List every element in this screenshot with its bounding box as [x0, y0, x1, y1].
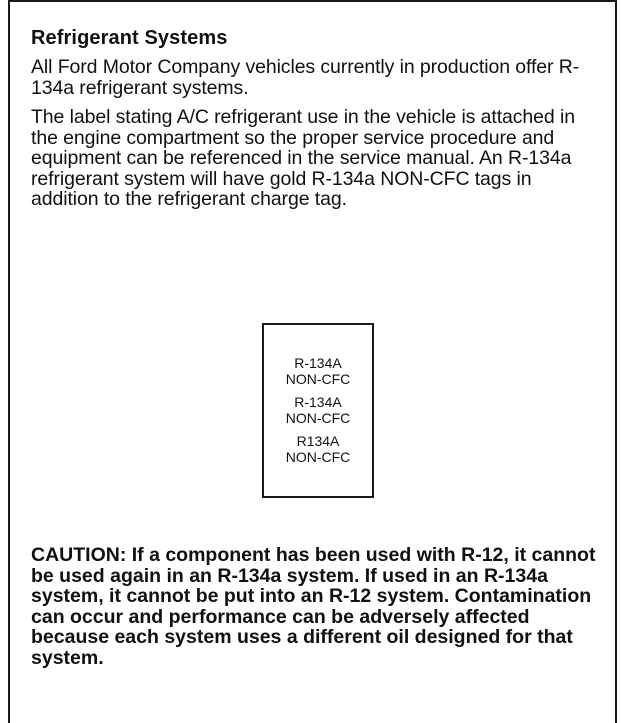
- non-cfc-tag-illustration: [262, 323, 374, 498]
- tag-refrigerant-code: R-134A: [294, 394, 342, 410]
- intro-paragraph: All Ford Motor Company vehicles currently in production offer R-134a refrigerant systems.: [31, 56, 580, 99]
- tag-refrigerant-code: R134A: [296, 433, 340, 449]
- tag-refrigerant-code: R-134A: [294, 355, 342, 371]
- caution-note: CAUTION: If a component has been used with R-12, it cannot be used again in an R-134a system. If used in an R-134a system, it cannot be put into an R-12 system. Contamination can occur and performance can be adversely affected because each system uses a different oil designed for that system.: [31, 544, 596, 669]
- tag-cfc-note: NON-CFC: [285, 410, 351, 426]
- tag-entry: [286, 355, 351, 387]
- tag-entry: [286, 394, 351, 426]
- tag-entry: [286, 433, 351, 465]
- tag-cfc-note: NON-CFC: [285, 449, 351, 465]
- refrigerant-section: [31, 26, 601, 219]
- label-paragraph: The label stating A/C refrigerant use in the vehicle is attached in the engine compartment so the proper service procedure and equipment can be referenced in the service manual. An R-134a refrigerant system will have gold R-134a NON-CFC tags in addition to the refrigerant charge tag.: [31, 106, 575, 210]
- section-heading: Refrigerant Systems: [31, 27, 228, 49]
- tag-cfc-note: NON-CFC: [285, 371, 351, 387]
